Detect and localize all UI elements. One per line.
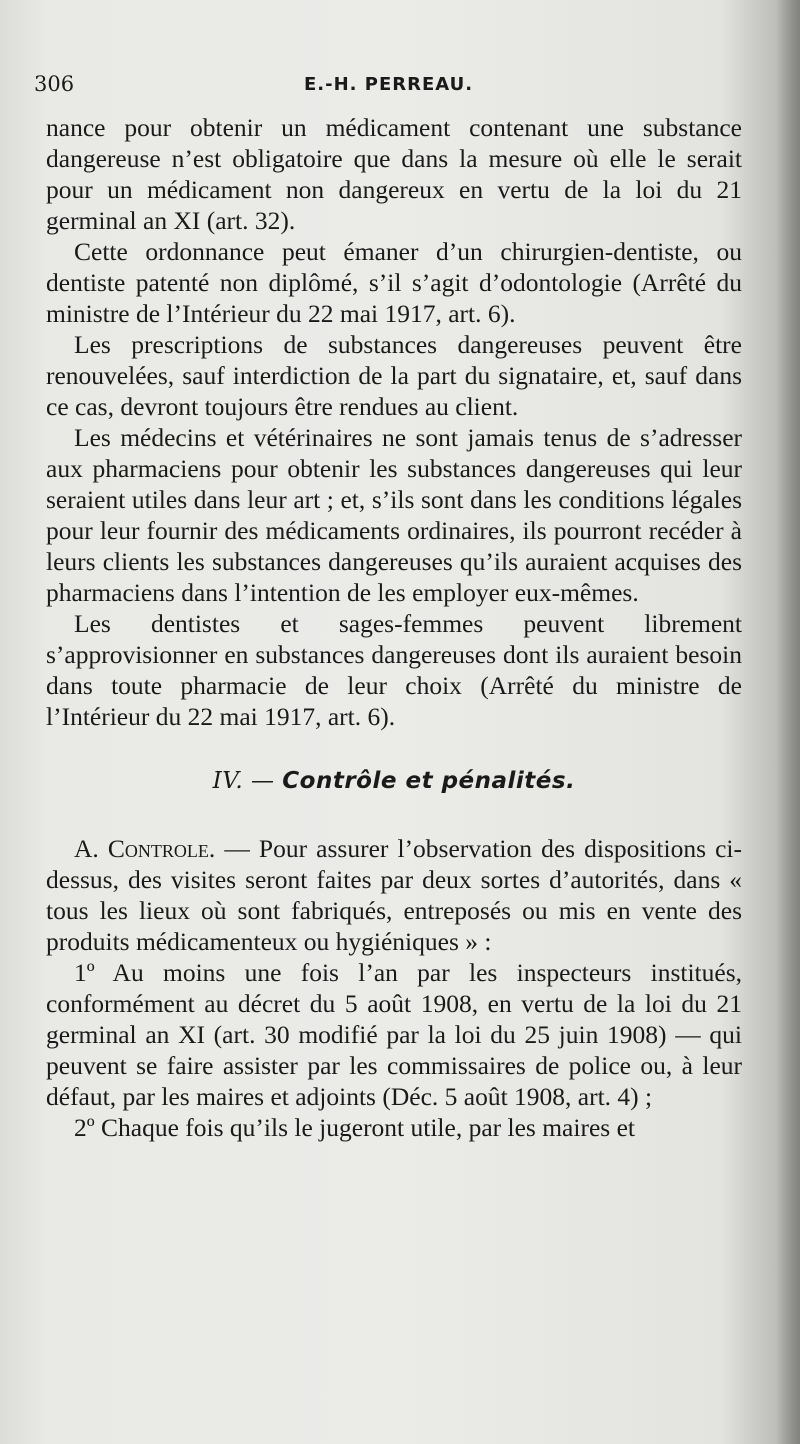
paragraph-prescriptions: Les prescriptions de substances dangereuses peuvent être renouvelées, sauf interdiction de la part du signataire, et, sauf dans ce cas, devront toujours être rendues au client. [46,330,742,421]
section-heading [46,766,742,797]
section-title: Contrôle et pénalités. [282,768,576,794]
paragraph-ordonnance: Cette ordonnance peut émaner d’un chirurgien-dentiste, ou dentiste patenté non diplômé, s’il s’agit d’odontologie (Arrêté du ministre de l’Intérieur du 22 mai 1917, art. 6). [46,237,742,328]
list-item-2: 2º Chaque fois qu’ils le jugeront utile, par les maires et [74,1113,635,1142]
page-number: 306 [34,72,75,96]
body-text [46,112,742,1143]
running-head: E.-H. PERREAU. [304,74,474,95]
paragraph-dentistes: Les dentistes et sages-femmes peuvent librement s’approvisionner en substances dangereuses dont ils auraient besoin dans toute pharmacie de leur choix (Arrêté du ministre de l’Intérieur du 22 mai 1917, art. 6). [46,609,742,731]
controle-label: A. Controle. [74,834,216,863]
paragraph-controle [46,833,742,957]
page-edge-shadow [776,0,800,1444]
paragraph-medecins: Les médecins et vétérinaires ne sont jamais tenus de s’adresser aux pharmaciens pour obtenir les substances dangereuses qui leur seraient utiles dans leur art ; et, s’ils sont dans les conditions légales pour leur fournir des médicaments ordinaires, ils pourront recéder à leurs clients les substances dangereuses qu’ils auraient acquises des pharmaciens dans l’intention de les employer eux-mêmes. [46,423,742,607]
controle-text: — Pour assurer l’observation des dispositions ci-dessus, des visites seront faites par deux sortes d’autorités, dans « tous les lieux où sont fabriqués, entreposés ou mis en vente des produits médicamenteux ou hygiéniques » : [46,834,742,956]
paragraph-continuation: nance pour obtenir un médicament contenant une substance dangereuse n’est obligatoire que dans la mesure où elle le serait pour un médicament non dangereux en vertu de la loi du 21 germinal an XI (art. 32). [46,113,742,235]
list-item-1: 1º Au moins une fois l’an par les inspecteurs institués, conformément au décret du 5 août 1908, en vertu de la loi du 21 germinal an XI (art. 30 modifié par la loi du 25 juin 1908) — qui peuvent se faire assister par les commissaires de police ou, à leur défaut, par les maires et adjoints (Déc. 5 août 1908, art. 4) ; [46,958,742,1111]
section-number: IV. — [212,768,283,794]
page-header [34,72,754,102]
